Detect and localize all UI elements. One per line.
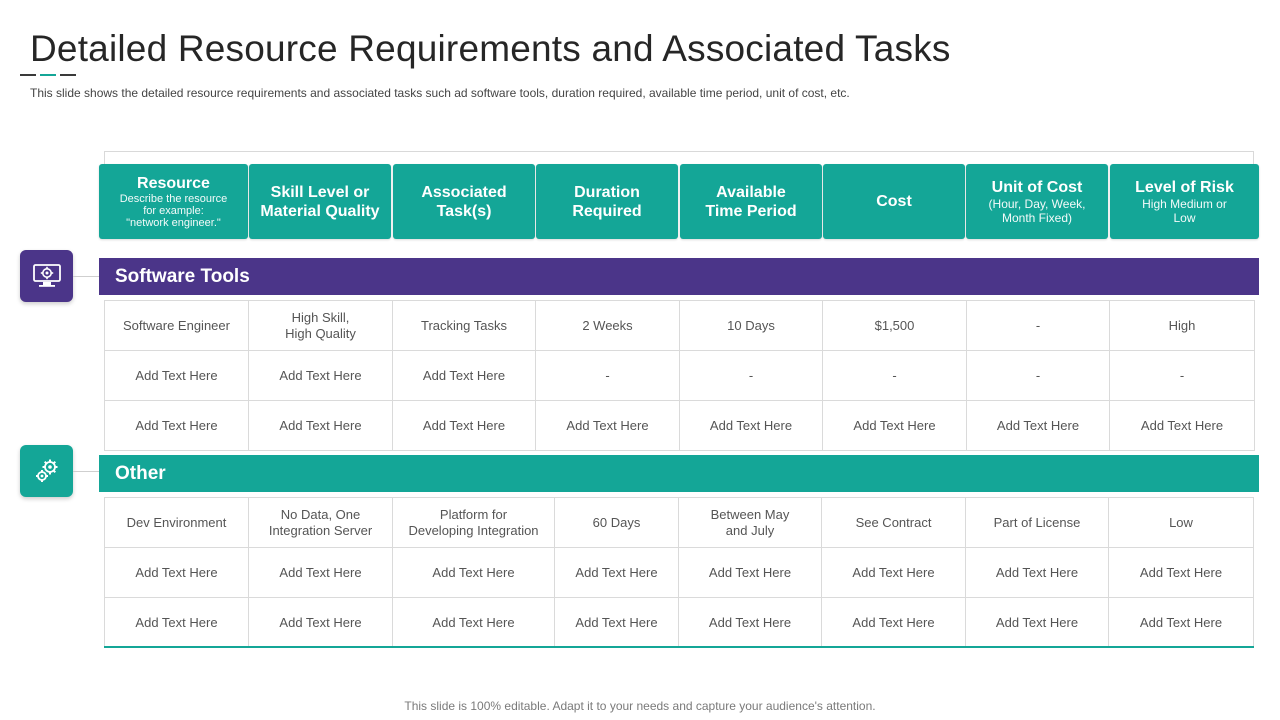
table-cell: Add Text Here bbox=[679, 548, 822, 598]
table-cell: Add Text Here bbox=[536, 401, 680, 451]
table-cell: Add Text Here bbox=[822, 598, 966, 648]
table-cell: Add Text Here bbox=[249, 548, 393, 598]
table-cell: - bbox=[1110, 351, 1255, 401]
header-title: Available Time Period bbox=[705, 183, 797, 220]
table-cell: Dev Environment bbox=[105, 498, 249, 548]
table-cell: - bbox=[967, 351, 1110, 401]
table-cell: - bbox=[536, 351, 680, 401]
table-cell: - bbox=[967, 301, 1110, 351]
table-cell: Add Text Here bbox=[966, 548, 1109, 598]
table-row bbox=[105, 401, 1255, 451]
table-cell: Add Text Here bbox=[393, 401, 536, 451]
header-title: Associated Task(s) bbox=[421, 183, 507, 220]
table-cell: Add Text Here bbox=[680, 401, 823, 451]
table-cell: Add Text Here bbox=[105, 351, 249, 401]
table-cell: - bbox=[823, 351, 967, 401]
table-cell: Add Text Here bbox=[393, 351, 536, 401]
header-unit-of-cost bbox=[966, 164, 1108, 239]
header-title: Skill Level or Material Quality bbox=[260, 183, 380, 220]
software-tools-table bbox=[104, 300, 1255, 451]
table-cell: Part of License bbox=[966, 498, 1109, 548]
table-cell: Add Text Here bbox=[555, 598, 679, 648]
table-cell: Add Text Here bbox=[393, 548, 555, 598]
section-bar-software-tools: Software Tools bbox=[99, 258, 1259, 295]
table-cell: Software Engineer bbox=[105, 301, 249, 351]
table-cell: Add Text Here bbox=[249, 401, 393, 451]
table-bottom-rule bbox=[104, 646, 1254, 648]
header-skill-level bbox=[249, 164, 391, 239]
table-header-row bbox=[99, 164, 1259, 239]
header-sub: (Hour, Day, Week, Month Fixed) bbox=[988, 197, 1086, 225]
header-title: Unit of Cost bbox=[991, 179, 1083, 196]
header-resource bbox=[99, 164, 248, 239]
table-cell: Add Text Here bbox=[822, 548, 966, 598]
header-sub: Describe the resource for example: "network engineer." bbox=[119, 193, 228, 229]
header-cost bbox=[823, 164, 965, 239]
table-cell: Between May and July bbox=[679, 498, 822, 548]
computer-settings-icon bbox=[20, 250, 73, 302]
header-title: Level of Risk bbox=[1135, 179, 1234, 196]
table-cell: 60 Days bbox=[555, 498, 679, 548]
footer-note: This slide is 100% editable. Adapt it to your needs and capture your audience's attention. bbox=[404, 699, 876, 713]
table-cell: Add Text Here bbox=[555, 548, 679, 598]
table-cell: 2 Weeks bbox=[536, 301, 680, 351]
table-cell: Add Text Here bbox=[1109, 548, 1254, 598]
section-bar-other: Other bbox=[99, 455, 1259, 492]
table-cell: See Contract bbox=[822, 498, 966, 548]
table-cell: Add Text Here bbox=[679, 598, 822, 648]
table-cell: Low bbox=[1109, 498, 1254, 548]
header-title: Cost bbox=[876, 193, 912, 210]
table-cell: Add Text Here bbox=[966, 598, 1109, 648]
table-cell: No Data, One Integration Server bbox=[249, 498, 393, 548]
page-title: Detailed Resource Requirements and Associated Tasks bbox=[30, 28, 951, 69]
table-cell: $1,500 bbox=[823, 301, 967, 351]
table-cell: Tracking Tasks bbox=[393, 301, 536, 351]
title-accent-line bbox=[20, 74, 76, 77]
table-cell: Add Text Here bbox=[967, 401, 1110, 451]
header-title: Duration Required bbox=[572, 183, 642, 220]
header-available-time-period bbox=[680, 164, 822, 239]
table-cell: Add Text Here bbox=[105, 548, 249, 598]
section-connector bbox=[73, 471, 99, 472]
table-cell: Platform for Developing Integration bbox=[393, 498, 555, 548]
other-table bbox=[104, 497, 1254, 648]
header-duration-required bbox=[536, 164, 678, 239]
table-cell: Add Text Here bbox=[1109, 598, 1254, 648]
table-row bbox=[105, 548, 1254, 598]
table-row bbox=[105, 301, 1255, 351]
table-frame-top bbox=[104, 151, 1254, 152]
header-level-of-risk bbox=[1110, 164, 1259, 239]
table-cell: Add Text Here bbox=[249, 351, 393, 401]
table-cell: Add Text Here bbox=[1110, 401, 1255, 451]
table-cell: High bbox=[1110, 301, 1255, 351]
header-sub: High Medium or Low bbox=[1142, 197, 1227, 225]
header-associated-tasks bbox=[393, 164, 535, 239]
table-frame-left bbox=[104, 151, 105, 165]
table-frame-right bbox=[1253, 151, 1254, 165]
table-cell: Add Text Here bbox=[249, 598, 393, 648]
table-cell: - bbox=[680, 351, 823, 401]
table-cell: 10 Days bbox=[680, 301, 823, 351]
table-row bbox=[105, 598, 1254, 648]
page-subtitle: This slide shows the detailed resource requirements and associated tasks such ad software tools, duration required, available time period, unit of cost, etc. bbox=[30, 86, 850, 100]
table-row bbox=[105, 498, 1254, 548]
header-title: Resource bbox=[137, 175, 210, 192]
table-cell: High Skill, High Quality bbox=[249, 301, 393, 351]
gears-icon bbox=[20, 445, 73, 497]
table-cell: Add Text Here bbox=[105, 401, 249, 451]
table-row bbox=[105, 351, 1255, 401]
table-cell: Add Text Here bbox=[823, 401, 967, 451]
section-connector bbox=[73, 276, 99, 277]
table-cell: Add Text Here bbox=[105, 598, 249, 648]
table-cell: Add Text Here bbox=[393, 598, 555, 648]
